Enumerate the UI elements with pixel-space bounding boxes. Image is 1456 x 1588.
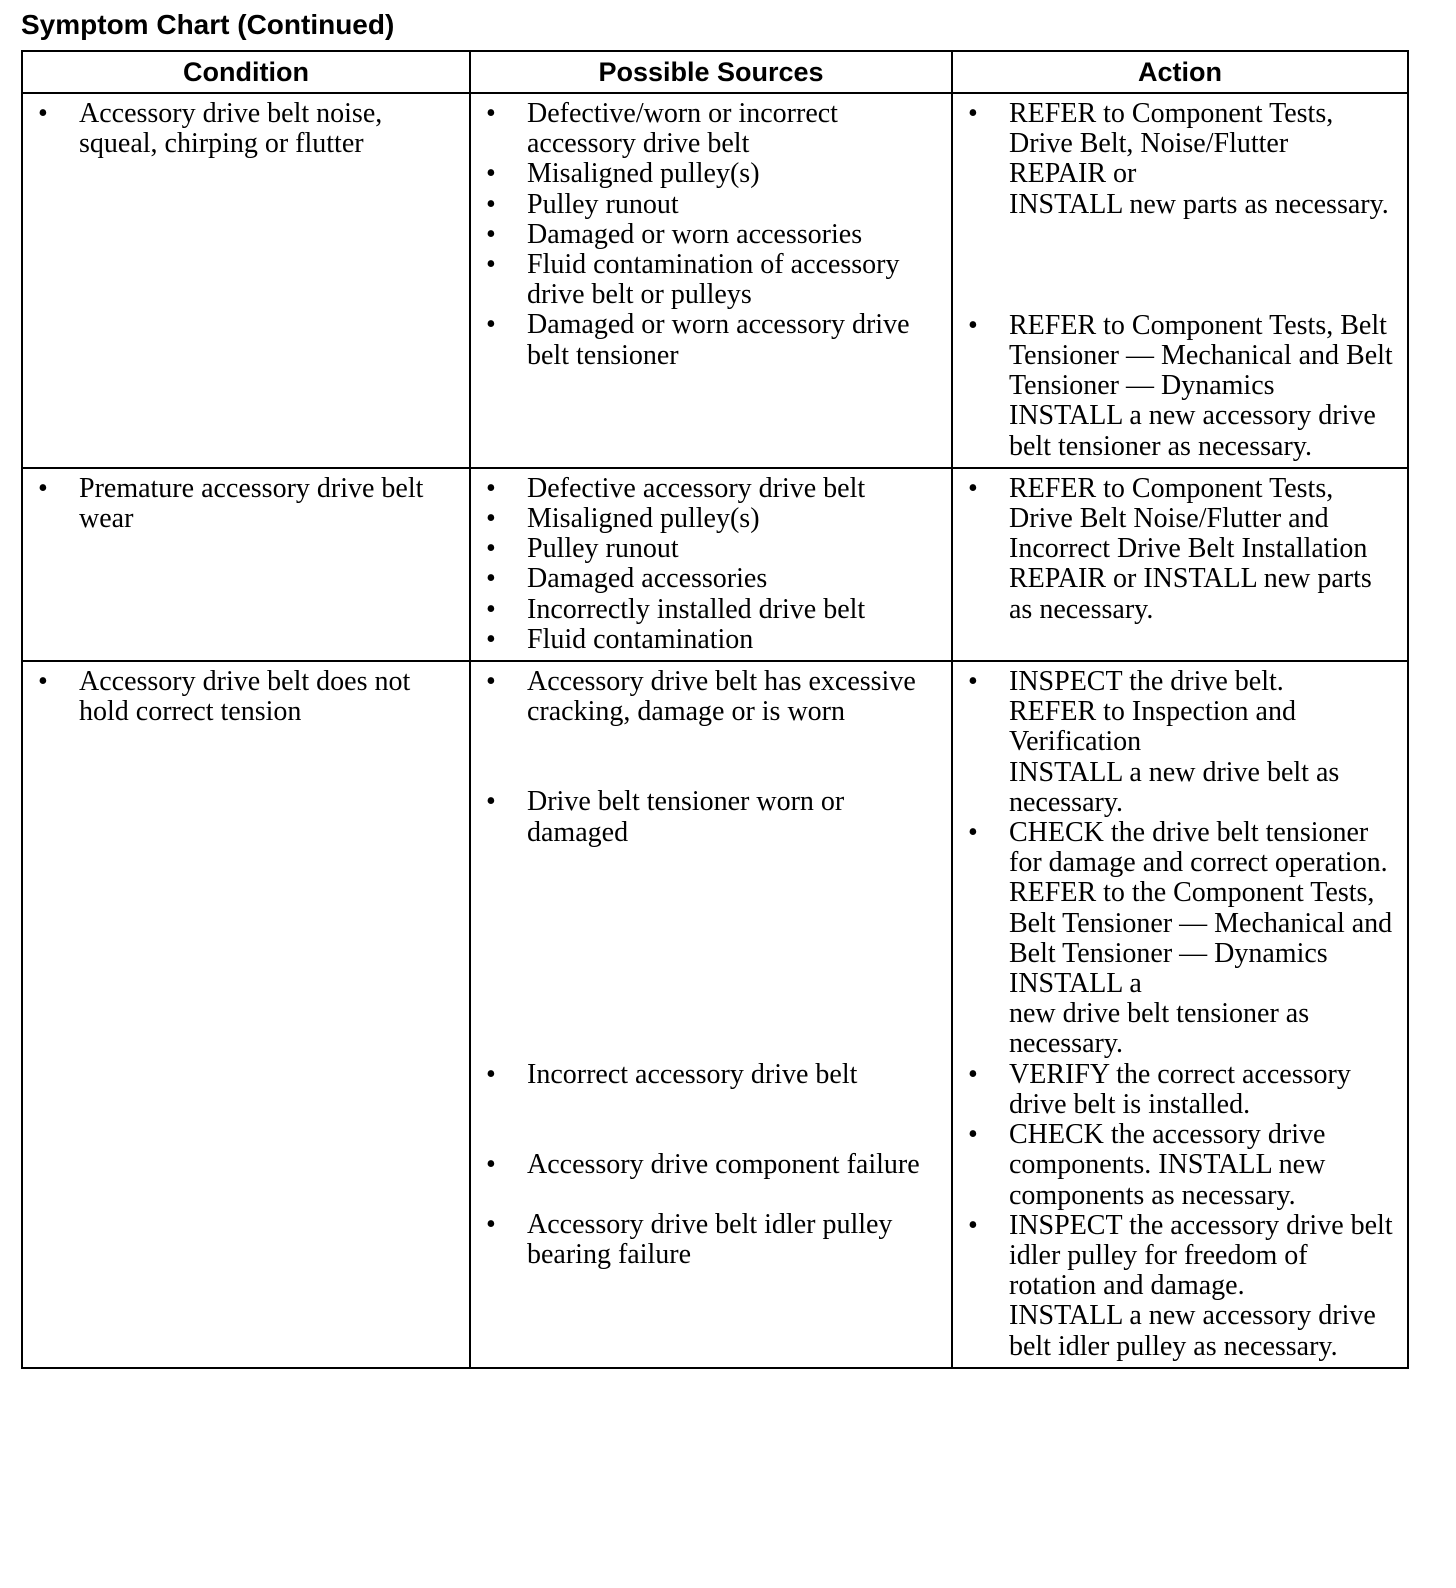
- action-line: REPAIR or: [1009, 158, 1137, 190]
- table-row: [22, 661, 1408, 1368]
- action-cell: [952, 661, 1408, 1368]
- source-item: • Fluid contamination of accessory drive belt or pulleys: [471, 250, 951, 310]
- action-line: • INSPECT the drive belt.: [1009, 666, 1284, 698]
- action-line: • VERIFY the correct accessory drive belt is installed.: [1009, 1058, 1351, 1120]
- condition-item: • Accessory drive belt does not hold correct tension: [23, 667, 469, 727]
- action-item: [953, 311, 1407, 462]
- header-row: [22, 51, 1408, 93]
- source-item: • Damaged or worn accessories: [471, 220, 951, 250]
- sources-cell: [470, 468, 952, 661]
- condition-cell: [22, 468, 470, 661]
- condition-cell: [22, 93, 470, 468]
- condition-item: • Premature accessory drive belt wear: [23, 474, 469, 534]
- source-item: • Misaligned pulley(s): [471, 504, 951, 534]
- table-row: [22, 468, 1408, 661]
- source-item: • Accessory drive belt has excessive cracking, damage or is worn: [471, 667, 951, 727]
- source-item: • Damaged or worn accessory drive belt tensioner: [471, 310, 951, 370]
- action-line: REFER to Inspection and Verification: [1009, 696, 1296, 758]
- action-item: [953, 474, 1407, 625]
- action-line: INSTALL a new accessory drive belt idler pulley as necessary.: [1009, 1300, 1376, 1362]
- source-item: • Incorrectly installed drive belt: [471, 595, 951, 625]
- action-line: • CHECK the accessory drive components. INSTALL new components as necessary.: [1009, 1119, 1326, 1211]
- condition-cell: [22, 661, 470, 1368]
- source-item: • Defective accessory drive belt: [471, 474, 951, 504]
- action-item: [953, 1060, 1407, 1120]
- action-cell: [952, 468, 1408, 661]
- action-item: [953, 818, 1407, 1060]
- action-line: INSTALL a new drive belt as necessary.: [1009, 756, 1340, 818]
- source-item: • Incorrect accessory drive belt: [471, 1060, 951, 1090]
- source-item: • Misaligned pulley(s): [471, 159, 951, 189]
- action-item: [953, 667, 1407, 818]
- condition-item: • Accessory drive belt noise, squeal, chirping or flutter: [23, 99, 469, 159]
- action-line: REPAIR or INSTALL new parts as necessary.: [1009, 563, 1372, 625]
- chart-title: Symptom Chart (Continued): [21, 9, 395, 40]
- action-line: INSTALL a new accessory drive belt tensioner as necessary.: [1009, 400, 1376, 462]
- source-item: • Fluid contamination: [471, 625, 951, 655]
- source-item: • Pulley runout: [471, 190, 951, 220]
- header-possible-sources: Possible Sources: [470, 51, 952, 93]
- source-item: • Defective/worn or incorrect accessory drive belt: [471, 99, 951, 159]
- source-item: • Accessory drive component failure: [471, 1150, 951, 1180]
- action-item: [953, 1211, 1407, 1362]
- action-line: • CHECK the drive belt tensioner for damage and correct operation. REFER to the Component Tests, Belt Tensioner — Mechanical and Belt Tensioner — Dynamics: [1009, 817, 1393, 969]
- action-line: • REFER to Component Tests, Drive Belt, Noise/Flutter: [1009, 98, 1334, 160]
- symptom-table: [21, 50, 1409, 1369]
- action-line: new drive belt tensioner as necessary.: [1009, 998, 1310, 1060]
- sources-cell: [470, 93, 952, 468]
- action-line: • REFER to Component Tests, Belt Tensioner — Mechanical and Belt Tensioner — Dynamics: [1009, 309, 1393, 402]
- source-item: • Damaged accessories: [471, 564, 951, 594]
- header-condition: Condition: [22, 51, 470, 93]
- action-cell: [952, 93, 1408, 468]
- sources-cell: [470, 661, 952, 1368]
- source-item: • Accessory drive belt idler pulley bearing failure: [471, 1210, 951, 1270]
- source-item: • Drive belt tensioner worn or damaged: [471, 787, 951, 847]
- action-line: INSTALL new parts as necessary.: [1009, 188, 1389, 220]
- table-row: [22, 93, 1408, 468]
- action-item: [953, 1120, 1407, 1211]
- action-line: INSTALL a: [1009, 968, 1142, 1000]
- source-item: • Pulley runout: [471, 534, 951, 564]
- action-line: • REFER to Component Tests, Drive Belt Noise/Flutter and Incorrect Drive Belt Installation: [1009, 472, 1368, 565]
- header-action: Action: [952, 51, 1408, 93]
- action-item: [953, 99, 1407, 220]
- action-line: • INSPECT the accessory drive belt idler pulley for freedom of rotation and damage.: [1009, 1209, 1393, 1302]
